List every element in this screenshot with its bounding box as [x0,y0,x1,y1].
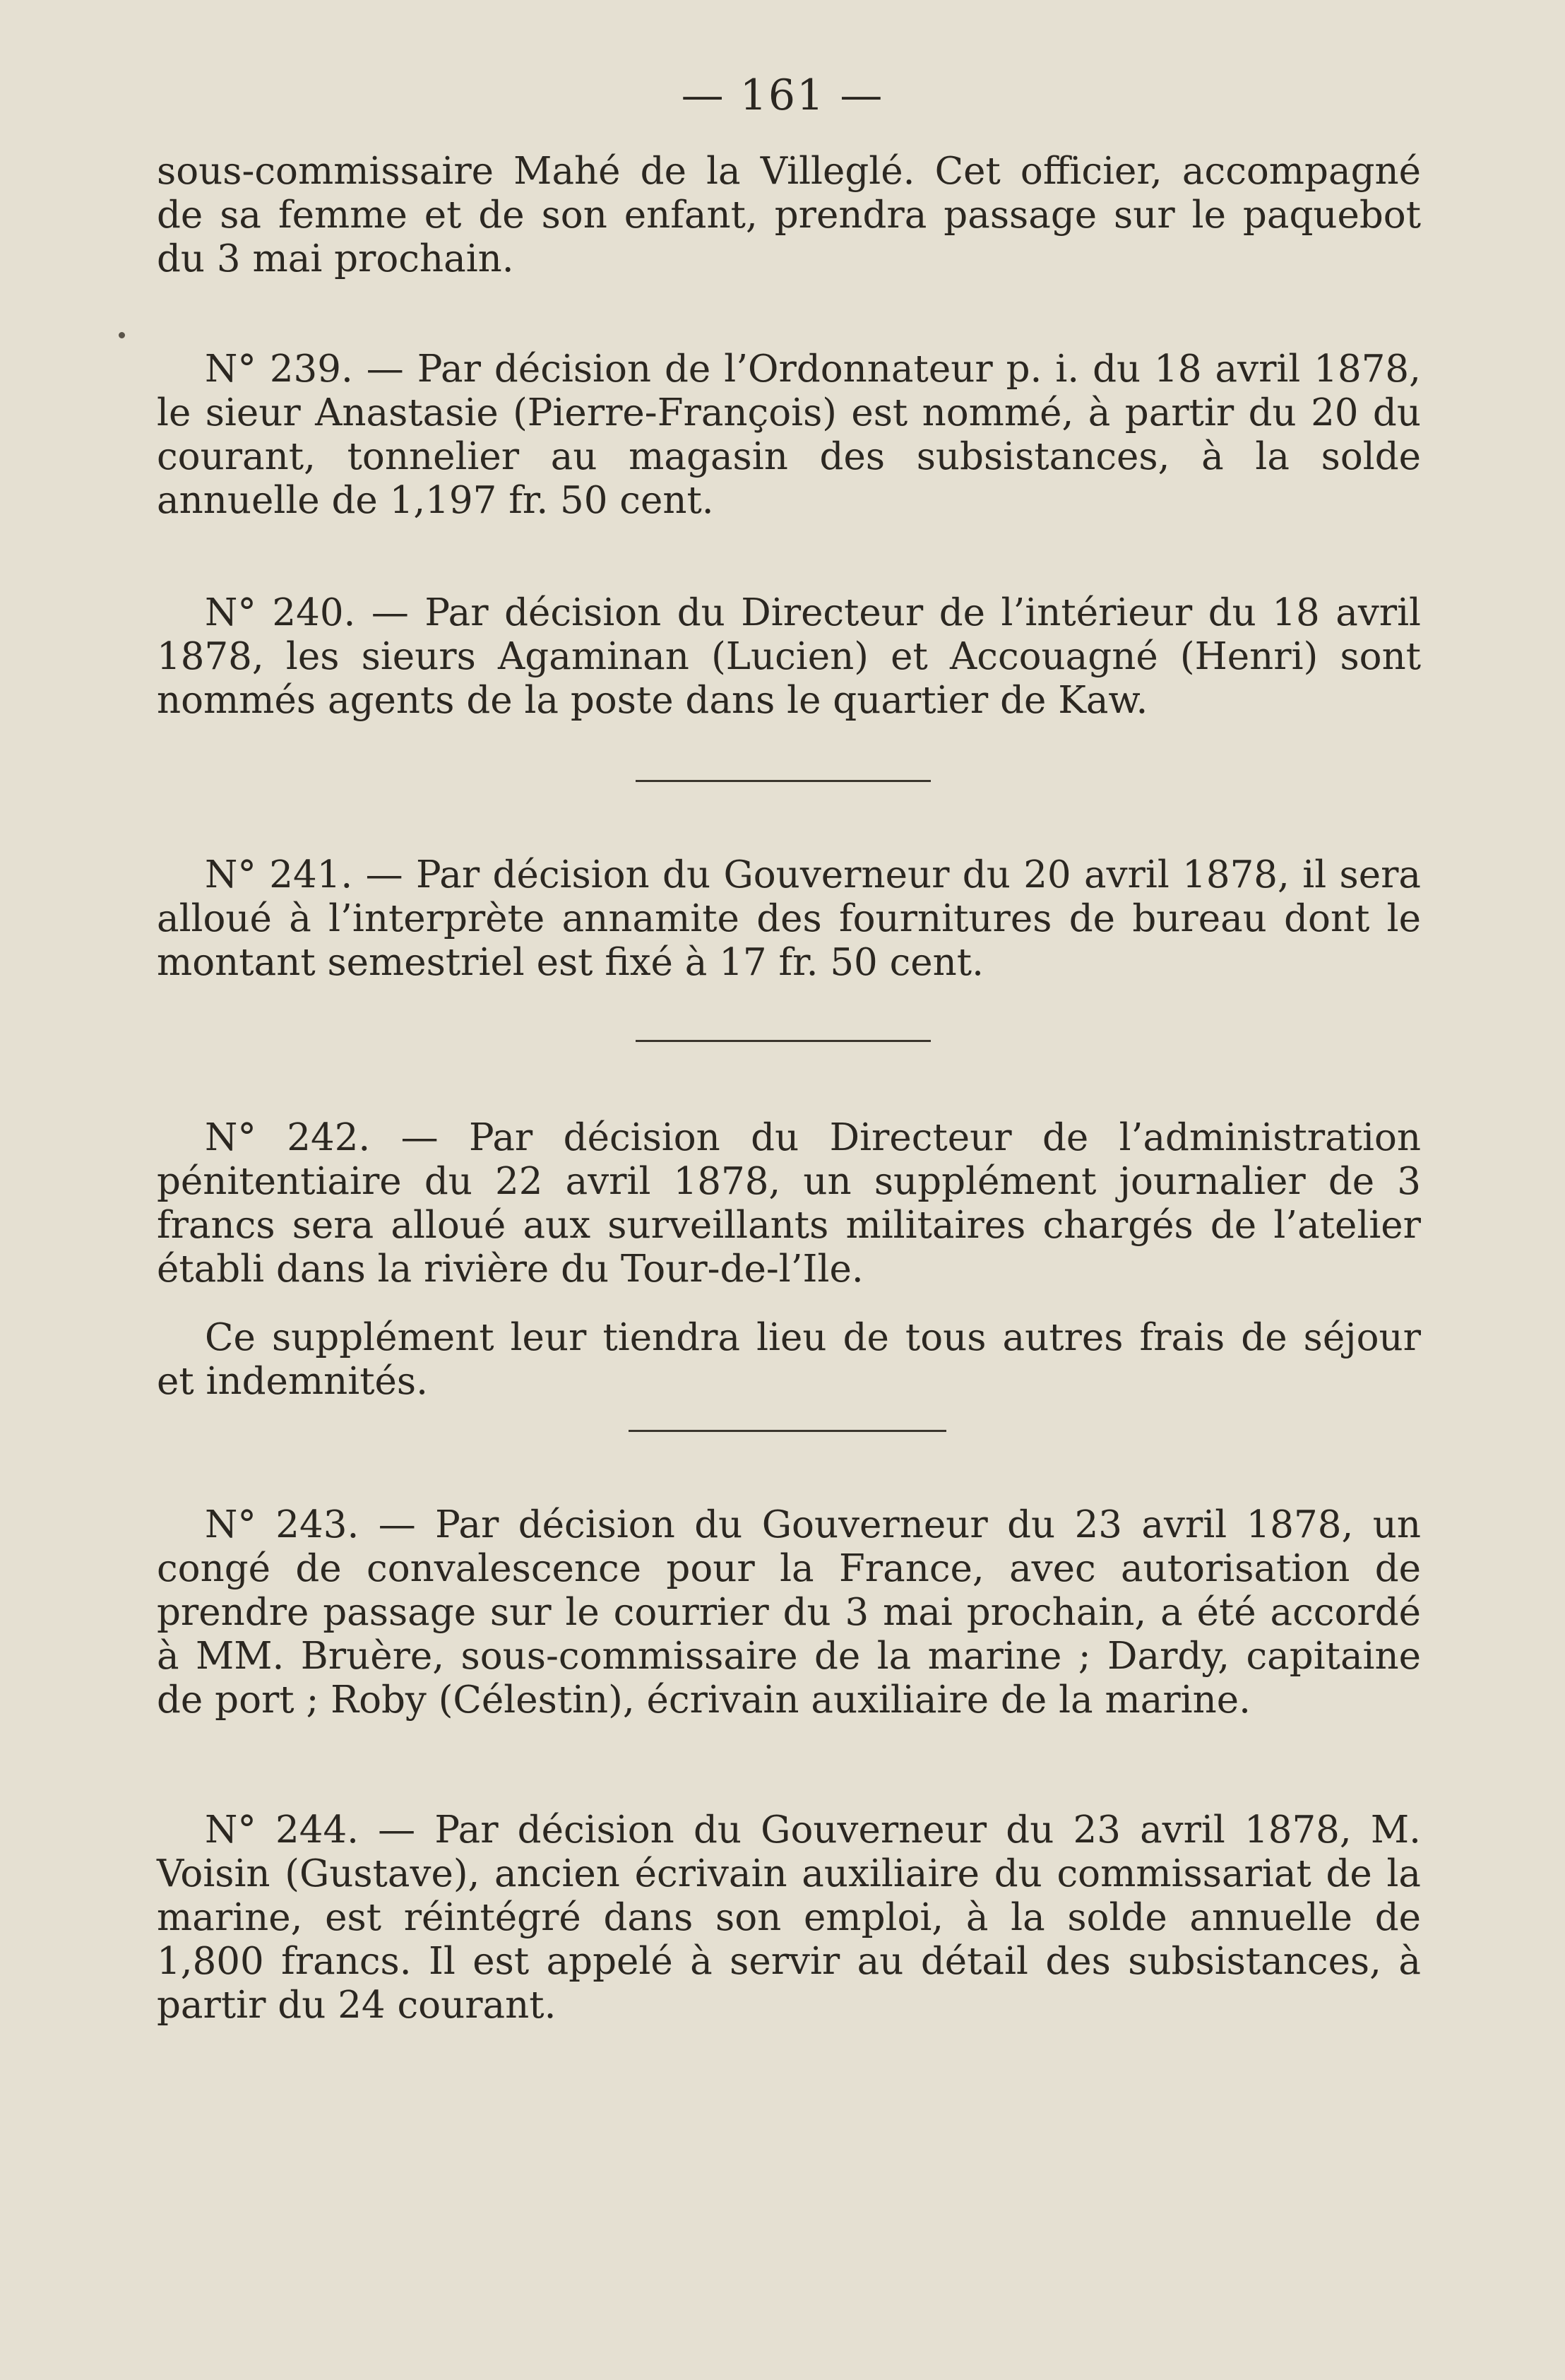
decision-242-note [157,1316,1421,1404]
decision-242 [157,1116,1421,1291]
decision-241 [157,853,1421,985]
paragraph-text: N° 239. — Par décision de l’Ordonnateur p. i. du 18 avril 1878, le sieur Anastasie (Pierre-François) est nommé, à partir du 20 du courant, tonnelier au magasin des subsistances, à la solde annuelle de 1,197 fr. 50 cent. [157,348,1421,522]
decision-243 [157,1503,1421,1722]
decision-239 [157,348,1421,523]
decision-244 [157,1808,1421,2027]
decision-240 [157,591,1421,723]
paragraph-text: sous-commissaire Mahé de la Villeglé. Cet officier, accompagné de sa femme et de son enfant, prendra passage sur le paquebot du 3 mai prochain. [157,150,1421,280]
page-number: — 161 — [681,71,884,120]
paragraph-text: N° 241. — Par décision du Gouverneur du 20 avril 1878, il sera alloué à l’interprète annamite des fournitures de bureau dont le montant semestriel est fixé à 17 fr. 50 cent. [157,853,1421,984]
section-divider [629,1430,946,1432]
ink-speck [119,332,125,338]
section-divider [636,1040,931,1042]
paragraph-text: N° 243. — Par décision du Gouverneur du 23 avril 1878, un congé de convalescence pour la France, avec autorisation de prendre passage sur le courrier du 3 mai prochain, a été accordé à MM. Bruère, sous-commissaire de la marine ; Dardy, capitaine de port ; Roby (Célestin), écrivain auxiliaire de la marine. [157,1503,1421,1722]
paragraph-text: N° 242. — Par décision du Directeur de l’administration pénitentiaire du 22 avril 1878, un supplément journalier de 3 francs sera alloué aux surveillants militaires chargés de l’atelier établi dans la rivière du Tour-de-l’Ile. [157,1116,1421,1291]
paragraph-text: N° 244. — Par décision du Gouverneur du 23 avril 1878, M. Voisin (Gustave), ancien écrivain auxiliaire du commissariat de la marine, est réintégré dans son emploi, à la solde annuelle de 1,800 francs. Il est appelé à servir au détail des subsistances, à partir du 24 courant. [157,1808,1421,2027]
section-divider [636,780,931,782]
paragraph-text: Ce supplément leur tiendra lieu de tous autres frais de séjour et indemnités. [157,1316,1421,1403]
paragraph-text: N° 240. — Par décision du Directeur de l’intérieur du 18 avril 1878, les sieurs Agaminan (Lucien) et Accouagné (Henri) sont nommés agents de la poste dans le quartier de Kaw. [157,591,1421,722]
paragraph-continuation [157,150,1421,281]
